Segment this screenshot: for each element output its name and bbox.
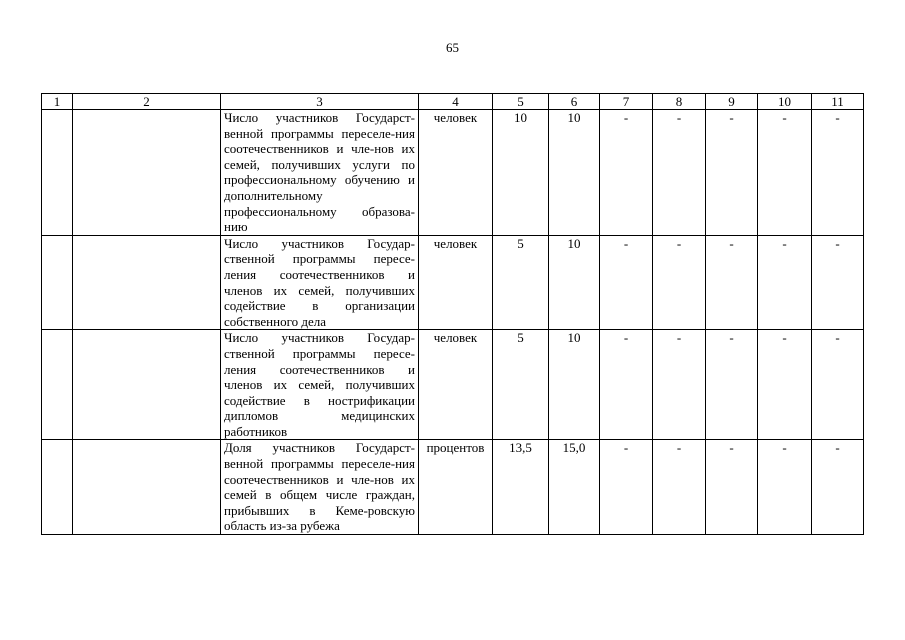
column-header: 5 (493, 94, 549, 110)
value-cell-col10: - (758, 440, 812, 535)
value-cell-col9: - (706, 110, 758, 236)
value-cell-col5: 5 (493, 235, 549, 330)
table-row (42, 330, 864, 440)
indicator-name-cell: Число участников Государ-ственной программы пересе-ления соотечественников и членов их семей, получивших содействие в организации собственного дела (221, 235, 419, 330)
value-cell-col8: - (653, 330, 706, 440)
unit-cell: человек (419, 330, 493, 440)
column-header: 2 (73, 94, 221, 110)
value-cell-col6: 15,0 (549, 440, 600, 535)
column-header: 8 (653, 94, 706, 110)
table-cell-col2 (73, 235, 221, 330)
table-cell-col2 (73, 440, 221, 535)
table-row (42, 235, 864, 330)
value-cell-col11: - (812, 110, 864, 236)
value-cell-col8: - (653, 440, 706, 535)
value-cell-col8: - (653, 110, 706, 236)
indicator-table (41, 93, 864, 535)
value-cell-col7: - (600, 330, 653, 440)
table-row (42, 440, 864, 535)
column-header: 10 (758, 94, 812, 110)
value-cell-col11: - (812, 330, 864, 440)
table-cell-col1 (42, 235, 73, 330)
indicator-name-cell: Число участников Государ-ственной программы пересе-ления соотечественников и членов их семей, получивших содействие в нострификации дипломов медицинских работников (221, 330, 419, 440)
unit-cell: человек (419, 235, 493, 330)
table-cell-col1 (42, 330, 73, 440)
indicator-name-cell: Доля участников Государст-венной программы переселе-ния соотечественников и чле-нов их семей в общем числе граждан, прибывших в Кеме-ровскую область из-за рубежа (221, 440, 419, 535)
value-cell-col11: - (812, 440, 864, 535)
table-header-row (42, 94, 864, 110)
value-cell-col9: - (706, 440, 758, 535)
unit-cell: человек (419, 110, 493, 236)
column-header: 9 (706, 94, 758, 110)
column-header: 11 (812, 94, 864, 110)
value-cell-col11: - (812, 235, 864, 330)
column-header: 3 (221, 94, 419, 110)
table-row (42, 110, 864, 236)
value-cell-col7: - (600, 235, 653, 330)
indicator-name-cell: Число участников Государст-венной программы переселе-ния соотечественников и чле-нов их семей, получивших услуги по профессиональному обучению и дополнительному профессиональному образова-нию (221, 110, 419, 236)
column-header: 7 (600, 94, 653, 110)
value-cell-col9: - (706, 330, 758, 440)
column-header: 6 (549, 94, 600, 110)
column-header: 4 (419, 94, 493, 110)
table-cell-col2 (73, 110, 221, 236)
table-cell-col1 (42, 110, 73, 236)
value-cell-col5: 5 (493, 330, 549, 440)
value-cell-col9: - (706, 235, 758, 330)
value-cell-col6: 10 (549, 110, 600, 236)
value-cell-col5: 13,5 (493, 440, 549, 535)
value-cell-col6: 10 (549, 330, 600, 440)
value-cell-col10: - (758, 330, 812, 440)
unit-cell: процентов (419, 440, 493, 535)
value-cell-col7: - (600, 110, 653, 236)
value-cell-col8: - (653, 235, 706, 330)
value-cell-col10: - (758, 110, 812, 236)
value-cell-col7: - (600, 440, 653, 535)
table-cell-col2 (73, 330, 221, 440)
value-cell-col6: 10 (549, 235, 600, 330)
value-cell-col10: - (758, 235, 812, 330)
value-cell-col5: 10 (493, 110, 549, 236)
column-header: 1 (42, 94, 73, 110)
table-cell-col1 (42, 440, 73, 535)
page-number: 65 (446, 40, 459, 55)
